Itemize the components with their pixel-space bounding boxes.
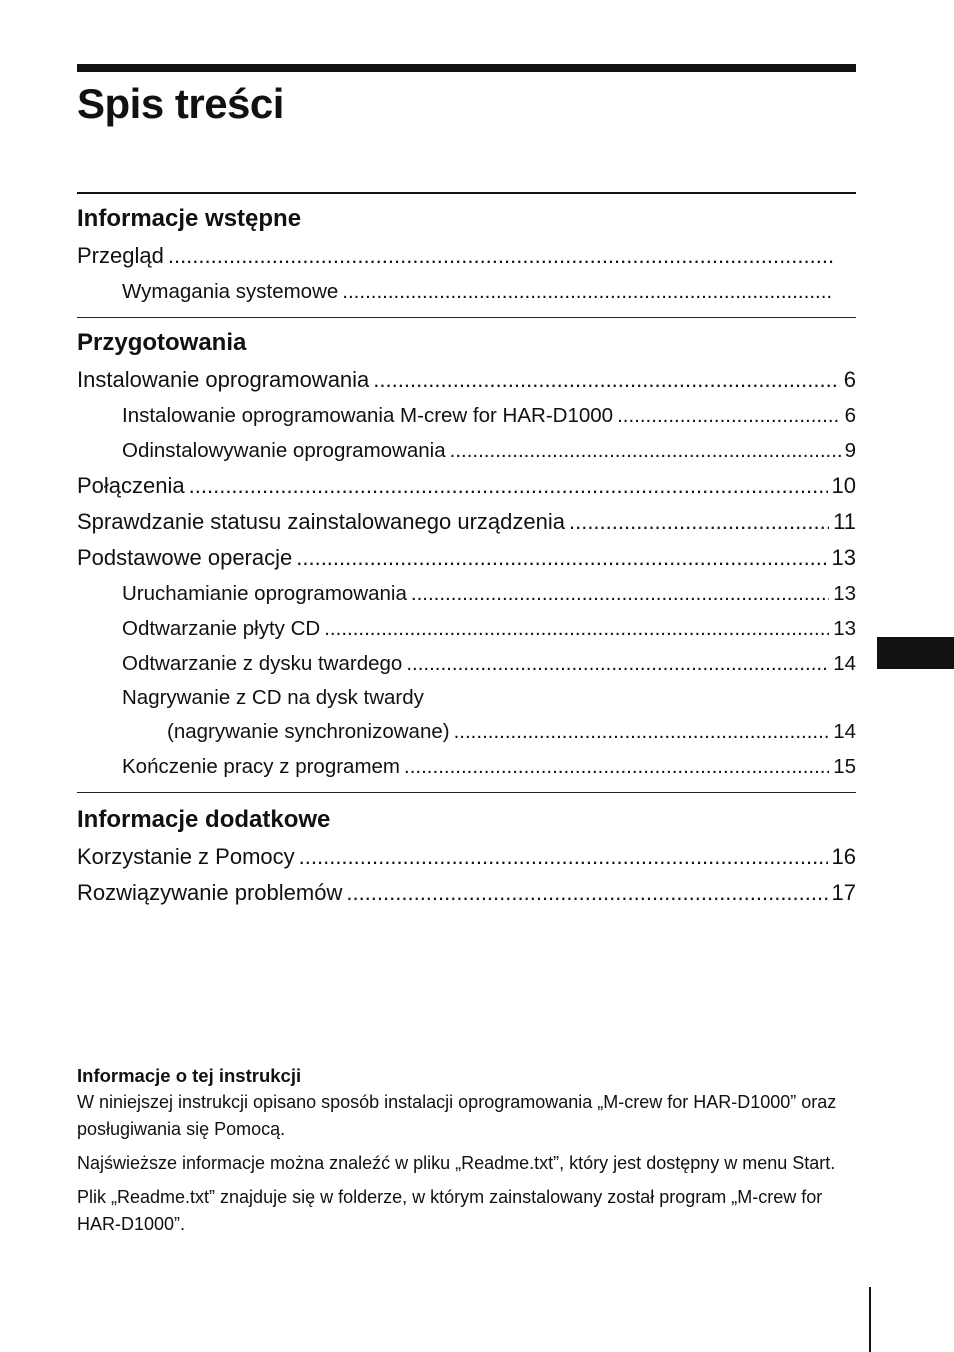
entry-label: Nagrywanie z CD na dysk twardy bbox=[122, 686, 424, 709]
entry-page: 6 bbox=[843, 367, 856, 392]
toc-entry-troubleshooting[interactable] bbox=[77, 875, 856, 911]
section-title: Informacje dodatkowe bbox=[77, 806, 331, 833]
entry-label: Wymagania systemowe bbox=[122, 280, 339, 303]
entry-label: Kończenie pracy z programem bbox=[122, 755, 401, 778]
leader-dots bbox=[404, 749, 829, 784]
toc-entry-playing-cd[interactable] bbox=[77, 611, 856, 646]
entry-label: Instalowanie oprogramowania bbox=[77, 367, 370, 392]
section-title: Przygotowania bbox=[77, 329, 247, 356]
toc-entry-installing-mcrew[interactable] bbox=[77, 398, 856, 433]
entry-label: Przegląd bbox=[77, 243, 164, 268]
toc-entry-connections[interactable] bbox=[77, 468, 856, 504]
entry-page: 14 bbox=[833, 652, 856, 675]
leader-dots bbox=[189, 468, 828, 504]
entry-page: 13 bbox=[833, 617, 856, 640]
toc-entry-system-requirements[interactable] bbox=[77, 274, 856, 309]
toc-section-introduction bbox=[77, 192, 856, 317]
toc-section-preparation bbox=[77, 317, 856, 792]
entry-page: 17 bbox=[831, 880, 856, 905]
page-title: Spis treści bbox=[77, 80, 284, 127]
notes-paragraph: Plik „Readme.txt” znajduje się w folderze, w którym zainstalowany został program „M-crew for HAR-D1000”. bbox=[77, 1187, 823, 1234]
table-of-contents bbox=[77, 192, 856, 911]
leader-dots bbox=[569, 504, 829, 540]
entry-page: 11 bbox=[833, 509, 856, 534]
toc-entry-checking-status[interactable] bbox=[77, 504, 856, 540]
entry-page: 6 bbox=[844, 404, 856, 427]
toc-section-additional-info bbox=[77, 792, 856, 911]
leader-dots bbox=[411, 576, 829, 611]
entry-page: 14 bbox=[833, 720, 856, 743]
entry-label: Uruchamianie oprogramowania bbox=[122, 582, 407, 605]
entry-page: 13 bbox=[833, 582, 856, 605]
side-tab-marker bbox=[877, 637, 954, 669]
leader-dots bbox=[299, 839, 828, 875]
notes-paragraph: W niniejszej instrukcji opisano sposób instalacji oprogramowania „M-crew for HAR-D1000” oraz posługiwania się Pomocą. bbox=[77, 1092, 837, 1139]
entry-page: 13 bbox=[831, 545, 856, 570]
entry-label: Podstawowe operacje bbox=[77, 545, 293, 570]
toc-entry-overview[interactable] bbox=[77, 238, 856, 274]
leader-dots bbox=[454, 715, 830, 749]
entry-label: Odtwarzanie płyty CD bbox=[122, 617, 321, 640]
toc-entry-uninstalling[interactable] bbox=[77, 433, 856, 468]
page-edge-bar bbox=[869, 1287, 871, 1352]
notes-paragraph: Najświeższe informacje można znaleźć w pliku „Readme.txt”, który jest dostępny w menu Start. bbox=[77, 1153, 836, 1173]
leader-dots bbox=[450, 433, 841, 468]
entry-label: Instalowanie oprogramowania M-crew for HAR-D1000 bbox=[122, 404, 614, 427]
entry-label: Rozwiązywanie problemów bbox=[77, 880, 343, 905]
notes-title: Informacje o tej instrukcji bbox=[77, 1065, 302, 1086]
leader-dots bbox=[168, 238, 834, 274]
leader-dots bbox=[324, 611, 829, 646]
leader-dots bbox=[342, 274, 834, 309]
entry-page: 9 bbox=[844, 439, 856, 462]
toc-entry-using-help[interactable] bbox=[77, 839, 856, 875]
toc-entry-installing-software[interactable] bbox=[77, 362, 856, 398]
toc-entry-basic-operations[interactable] bbox=[77, 540, 856, 576]
leader-dots bbox=[617, 398, 841, 433]
entry-label: Korzystanie z Pomocy bbox=[77, 844, 295, 869]
leader-dots bbox=[346, 875, 827, 911]
entry-page: 16 bbox=[831, 844, 856, 869]
top-rule bbox=[77, 64, 856, 72]
leader-dots bbox=[373, 362, 839, 398]
leader-dots bbox=[296, 540, 827, 576]
leader-dots bbox=[406, 646, 829, 681]
manual-info-notes bbox=[77, 1062, 857, 1245]
entry-label-continued: (nagrywanie synchronizowane) bbox=[167, 720, 450, 743]
entry-label: Połączenia bbox=[77, 473, 185, 498]
entry-page: 15 bbox=[833, 755, 856, 778]
section-title: Informacje wstępne bbox=[77, 205, 302, 232]
entry-page: 10 bbox=[831, 473, 856, 498]
toc-entry-starting-software[interactable] bbox=[77, 576, 856, 611]
toc-entry-exiting-program[interactable] bbox=[77, 749, 856, 784]
toc-entry-playing-hdd[interactable] bbox=[77, 646, 856, 681]
toc-entry-recording-cd-to-hdd[interactable] bbox=[77, 681, 856, 749]
entry-label: Odinstalowywanie oprogramowania bbox=[122, 439, 446, 462]
entry-label: Odtwarzanie z dysku twardego bbox=[122, 652, 403, 675]
entry-label: Sprawdzanie statusu zainstalowanego urządzenia bbox=[77, 509, 565, 534]
